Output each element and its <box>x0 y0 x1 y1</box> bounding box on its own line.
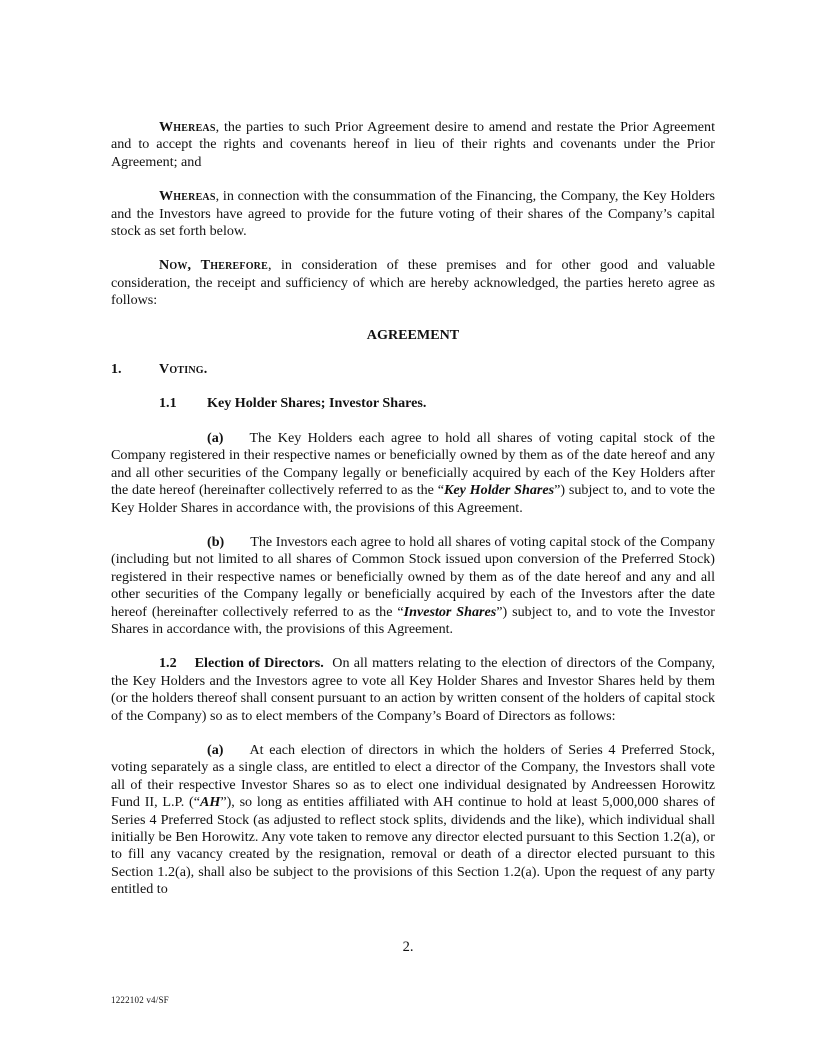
whereas-paragraph-1 <box>111 119 715 171</box>
section-number: 1.2 <box>159 655 177 672</box>
whereas-lead: Whereas <box>159 188 216 205</box>
section-title: Key Holder Shares; Investor Shares. <box>207 395 427 412</box>
agreement-heading: AGREEMENT <box>366 326 460 343</box>
section-title: Voting. <box>159 361 208 378</box>
now-therefore-lead: Now, Therefore <box>159 257 268 274</box>
now-therefore-text: , in consideration of these premises and for other good and valuable consideration, the receipt and sufficiency of which are hereby acknowledged, the parties hereto agree as follows: <box>111 257 715 309</box>
paragraph-1-1-a <box>111 430 715 517</box>
defined-term: AH <box>199 794 221 811</box>
paragraph-label: (a) <box>207 741 224 758</box>
defined-term: Investor Shares <box>403 603 497 620</box>
paragraph-label: (a) <box>207 429 224 446</box>
paragraph-text: At each election of directors in which the holders of Series 4 Preferred Stock, voting separately as a single class, are entitled to elect a director of the Company, the Investors shall vote all of their respective Investor Shares so as to elect one individual designated by Andreessen Horowitz Fund II, L.P. (“ <box>111 741 715 811</box>
paragraph-text: ”) subject to, and to vote the Investor Shares in accordance with, the provisions of this Agreement. <box>111 603 715 637</box>
paragraph-1-2-a <box>111 742 715 899</box>
page-number: 2. <box>402 939 414 955</box>
document-body <box>111 119 715 899</box>
paragraph-text: The Investors each agree to hold all shares of voting capital stock of the Company (including but not limited to all shares of Common Stock issued upon conversion of the Preferred Stock) registered in their respective names or beneficially owned by them as of the date hereof and any and all other securities of the Company legally or beneficially acquired by each of the Investors after the date hereof (hereinafter collectively referred to as the “ <box>111 533 715 620</box>
paragraph-text: ”), so long as entities affiliated with AH continue to hold at least 5,000,000 shares of Series 4 Preferred Stock (as adjusted to reflect stock splits, dividends and the like), which individual shall initially be Ben Horowitz. Any vote taken to remove any director elected pursuant to this Section 1.2(a), or to fill any vacancy created by the resignation, removal or death of a director elected pursuant to this Section 1.2(a), shall also be subject to the provisions of this Section 1.2(a). Upon the request of any party entitled to <box>111 794 716 898</box>
paragraph-text: The Key Holders each agree to hold all shares of voting capital stock of the Company registered in their respective names or beneficially owned by them as of the date hereof and any and all other securities of the Company legally or beneficially acquired by each of the Key Holders after the date hereof (hereinafter collectively referred to as the “ <box>111 429 715 499</box>
document-id: 1222102 v4/SF <box>111 995 169 1005</box>
whereas-text: , the parties to such Prior Agreement desire to amend and restate the Prior Agreement and to accept the rights and covenants hereof in lieu of their rights and covenants under the Prior Agreement; and <box>111 119 715 170</box>
section-number: 1. <box>111 361 122 378</box>
whereas-paragraph-2 <box>111 188 715 240</box>
section-number: 1.1 <box>159 395 177 412</box>
paragraph-text: On all matters relating to the election of directors of the Company, the Key Holders and the Investors agree to vote all Key Holder Shares and Investor Shares held by them (or the holders thereof shall consent pursuant to an action by written consent of the holders of capital stock of the Company) so as to elect members of the Company’s Board of Directors as follows: <box>111 655 716 724</box>
section-1-2-paragraph <box>111 655 715 725</box>
paragraph-text: ”) subject to, and to vote the Key Holder Shares in accordance with, the provisions of this Agreement. <box>111 482 716 516</box>
paragraph-1-1-b <box>111 534 715 638</box>
section-1-1-heading <box>111 395 715 412</box>
section-title: Election of Directors. <box>194 655 324 672</box>
now-therefore-paragraph <box>111 257 715 309</box>
whereas-text: , in connection with the consummation of the Financing, the Company, the Key Holders and the Investors have agreed to provide for the future voting of their shares of the Company’s capital stock as set forth below. <box>111 188 715 240</box>
paragraph-label: (b) <box>207 533 225 550</box>
defined-term: Key Holder Shares <box>443 482 555 499</box>
whereas-lead: Whereas <box>159 119 216 135</box>
section-1-heading <box>111 361 715 378</box>
